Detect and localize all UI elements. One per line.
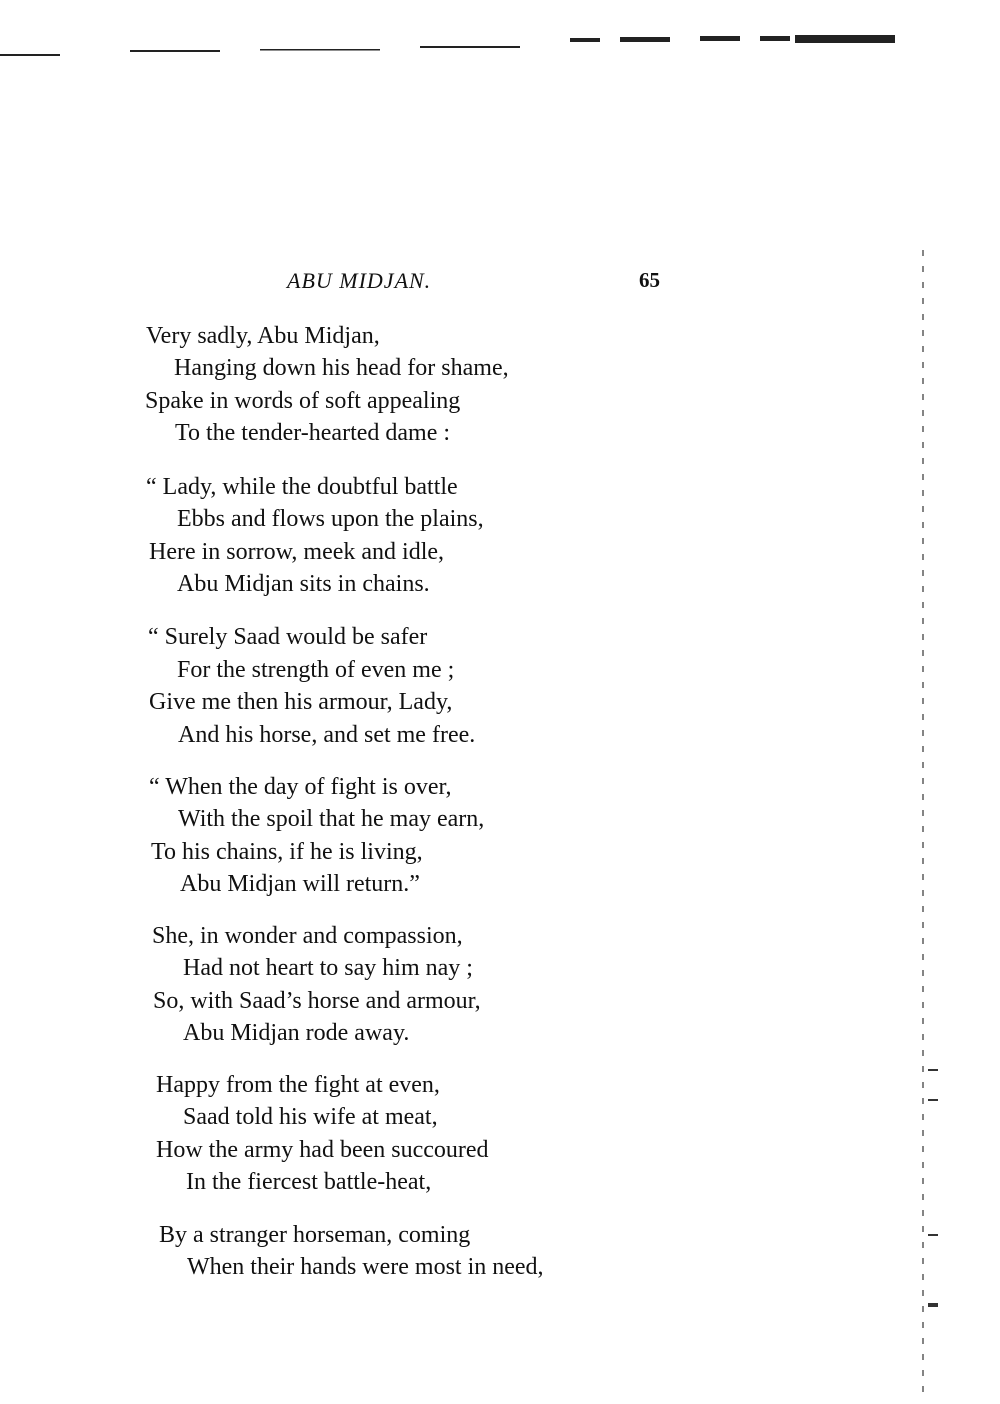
poem-line: She, in wonder and compassion, — [152, 923, 463, 949]
poem-line: In the fiercest battle-heat, — [186, 1169, 432, 1195]
poem-line: By a stranger horseman, coming — [159, 1222, 471, 1248]
poem-line: To the tender-hearted dame : — [175, 420, 451, 446]
poem-line: And his horse, and set me free. — [178, 722, 476, 748]
poem-line: “ Surely Saad would be safer — [148, 624, 428, 650]
poem-line: Abu Midjan rode away. — [183, 1020, 410, 1046]
poem-line: “ Lady, while the doubtful battle — [146, 474, 458, 500]
poem-line: With the spoil that he may earn, — [178, 806, 485, 832]
poem-line: Ebbs and flows upon the plains, — [177, 506, 484, 532]
poem-line: When their hands were most in need, — [187, 1254, 544, 1280]
poem-line: So, with Saad’s horse and armour, — [153, 988, 481, 1014]
poem-line: To his chains, if he is living, — [151, 839, 423, 865]
poem-line: How the army had been succoured — [156, 1137, 489, 1163]
poem-line: “ When the day of fight is over, — [149, 774, 452, 800]
poem-line: Saad told his wife at meat, — [183, 1104, 438, 1130]
poem-line: Happy from the fight at even, — [156, 1072, 440, 1098]
poem-line: Here in sorrow, meek and idle, — [149, 539, 445, 565]
poem-line: Abu Midjan sits in chains. — [177, 571, 430, 597]
poem-line: For the strength of even me ; — [177, 657, 455, 683]
poem-line: Very sadly, Abu Midjan, — [146, 323, 380, 349]
poem-line: Abu Midjan will return.” — [180, 871, 420, 897]
page-number: 65 — [639, 268, 660, 292]
poem-line: Spake in words of soft appealing — [145, 388, 461, 414]
running-title: ABU MIDJAN. — [287, 268, 432, 293]
poem-line: Give me then his armour, Lady, — [149, 689, 453, 715]
poem-line: Had not heart to say him nay ; — [183, 955, 473, 981]
poem-line: Hanging down his head for shame, — [174, 355, 509, 381]
